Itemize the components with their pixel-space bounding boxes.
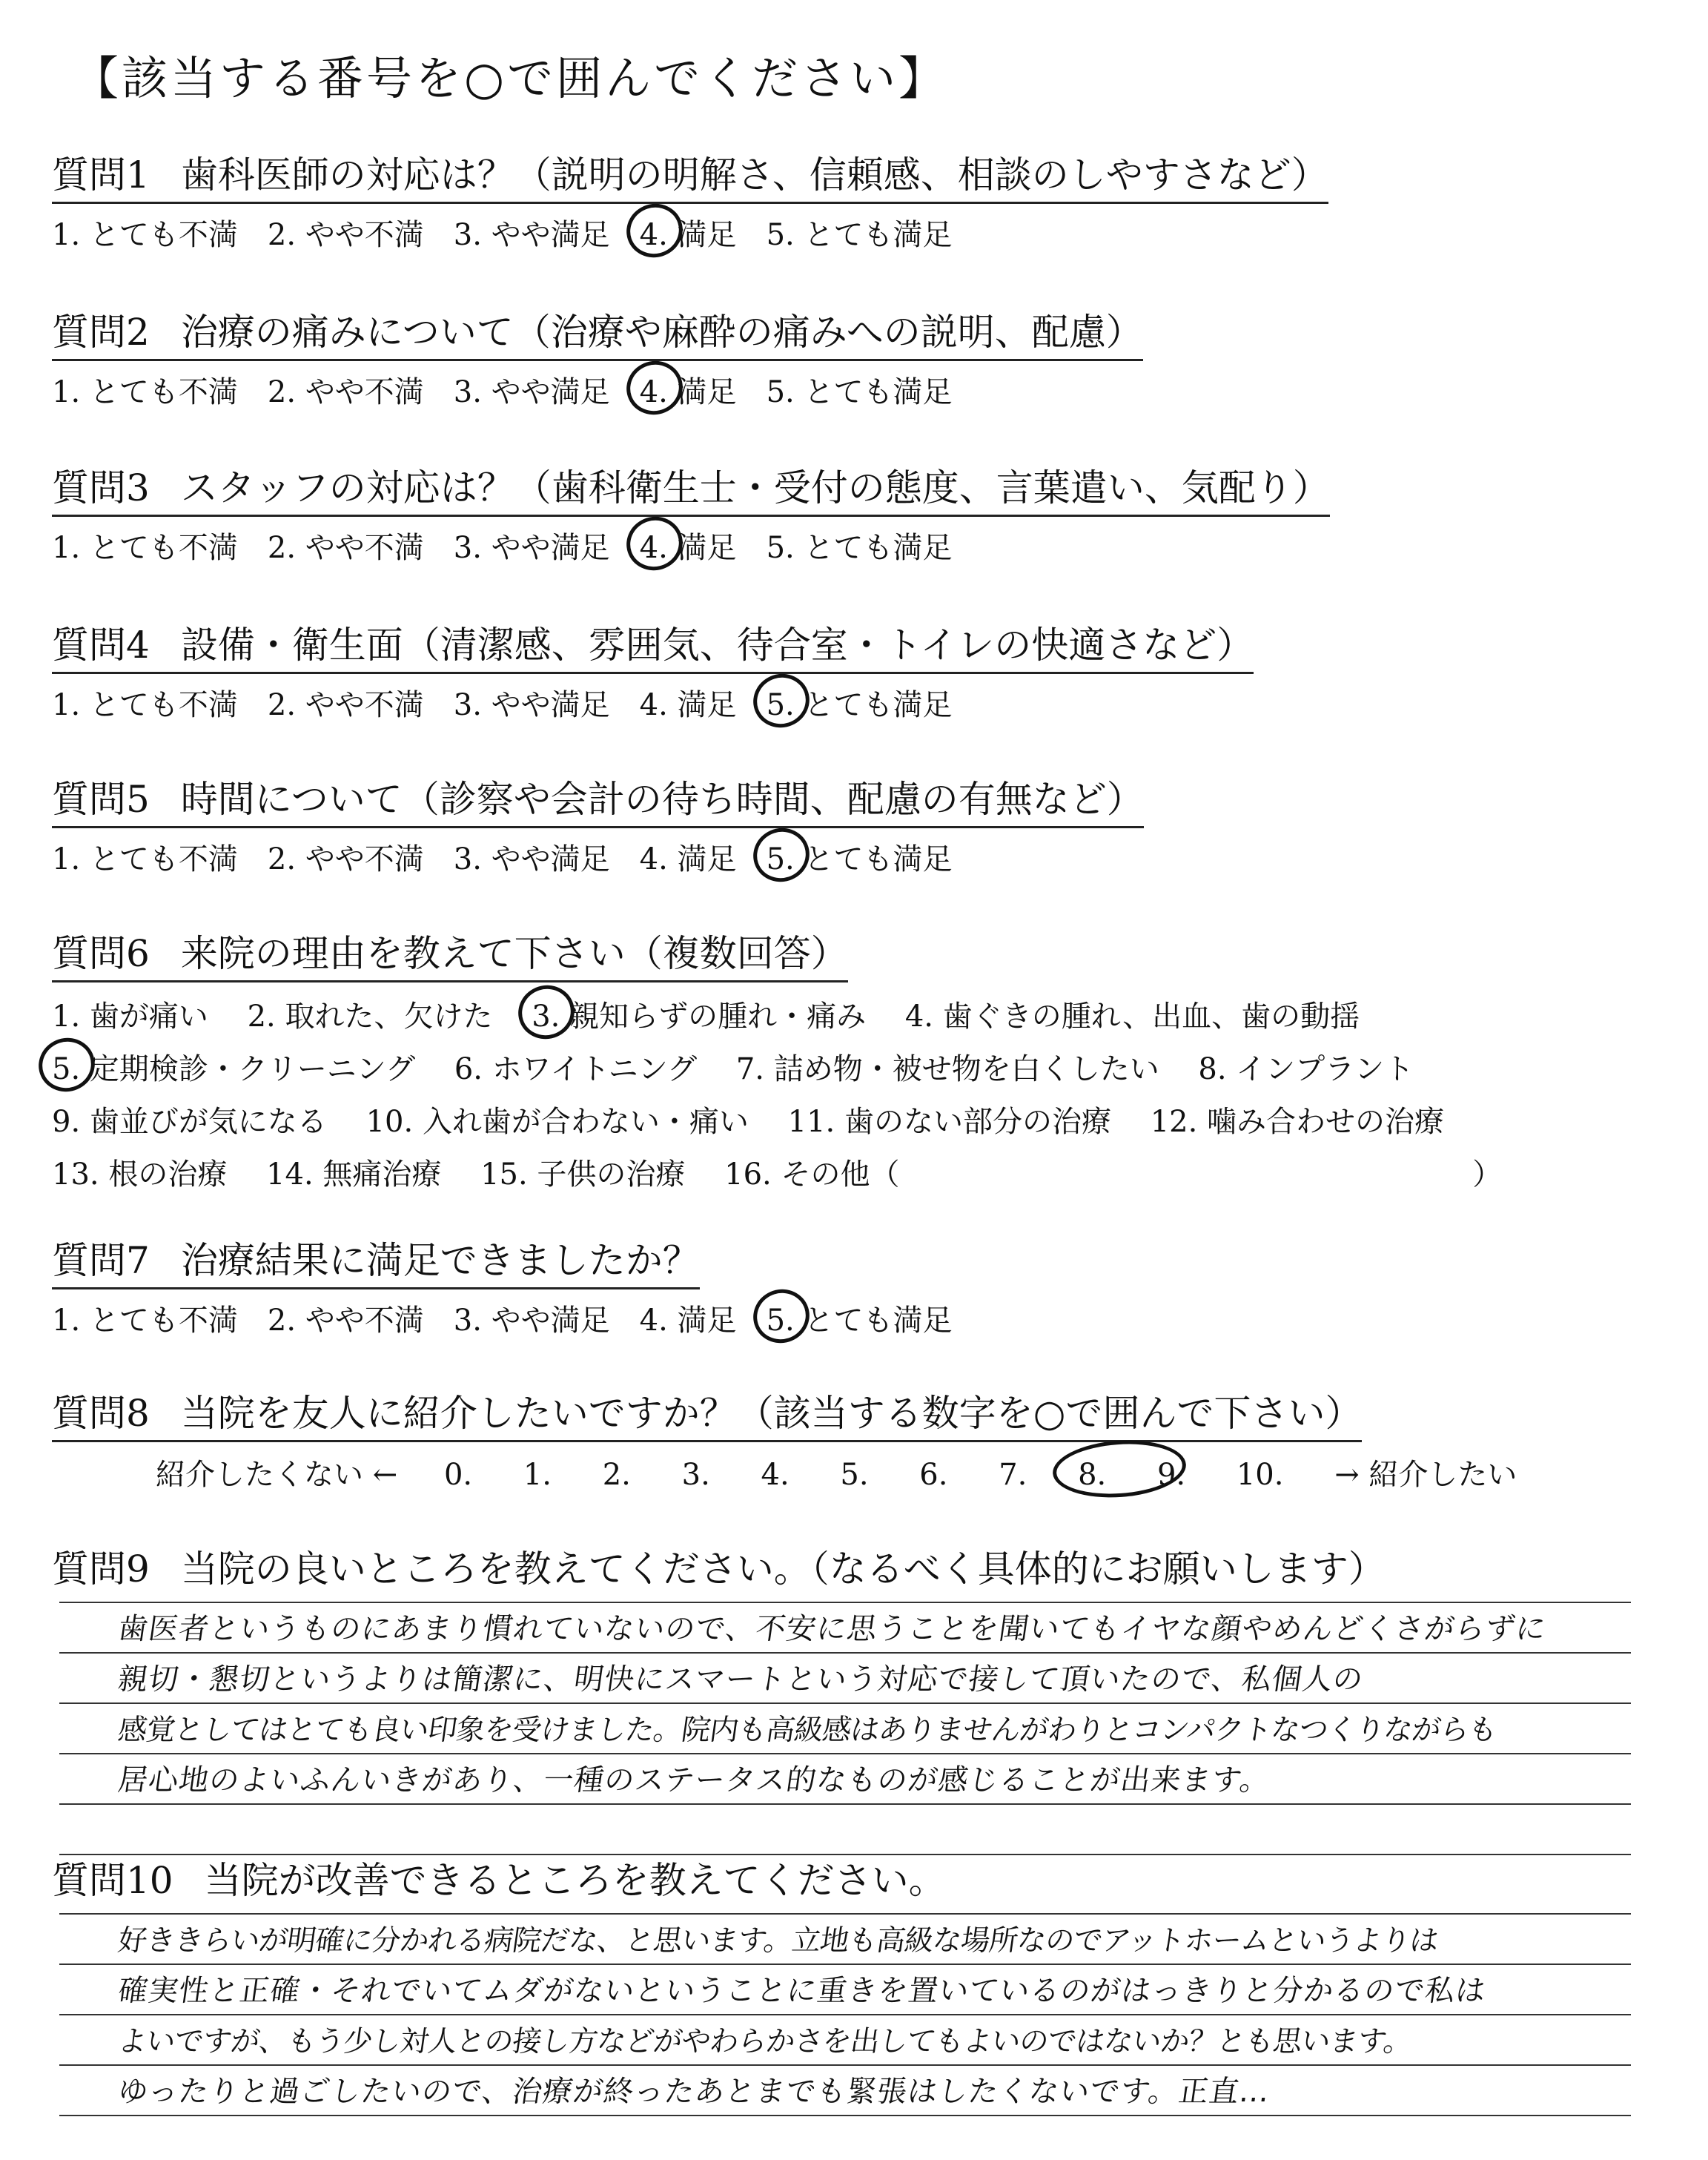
rating-option[interactable]: 2. やや不満: [267, 842, 424, 876]
question-number: 質問2: [52, 311, 150, 354]
reason-option[interactable]: 11. 歯のない部分の治療: [787, 1105, 1111, 1139]
rating-option-selected[interactable]: 4. 満足: [640, 369, 737, 411]
question-heading: [52, 145, 1328, 204]
question-text: スタッフの対応は？（歯科衛生士・受付の態度、言葉遣い、気配り）: [180, 466, 1330, 509]
handwritten-answer-line: 歯医者というものにあまり慣れていないので、不安に思うことを聞いてもイヤな顔やめんどくさがらずに: [116, 1612, 1549, 1646]
reason-line-4: [52, 1151, 1502, 1193]
rating-option[interactable]: 4. 満足: [639, 1304, 737, 1338]
reason-option-other[interactable]: 16. その他（: [724, 1157, 900, 1192]
rating-option-selected[interactable]: 4. 満足: [640, 524, 737, 567]
question-number: 質問9: [52, 1548, 150, 1591]
scale-option[interactable]: 3.: [681, 1458, 710, 1492]
question-text: 歯科医師の対応は？（説明の明解さ、信頼感、相談のしやすさなど）: [180, 153, 1328, 196]
question-8: [52, 1384, 1517, 1493]
rating-option-selected[interactable]: 5. とても満足: [767, 836, 953, 878]
scale-option-selected[interactable]: 7.: [999, 1458, 1027, 1492]
question-text: 当院を友人に紹介したいですか？（該当する数字を○で囲んで下さい）: [180, 1392, 1363, 1435]
rating-option[interactable]: 3. やや満足: [453, 1304, 610, 1338]
question-6: [52, 924, 1502, 1193]
rating-options: [52, 524, 1330, 567]
handwritten-answer-line: 感覚としてはとても良い印象を受けました。院内も高級感はありませんがわりとコンパクトなつくりながらも: [116, 1714, 1499, 1747]
question-1: [52, 145, 1328, 254]
reason-option-selected[interactable]: 3. 親知らずの腫れ・痛み: [532, 993, 866, 1035]
question-text: 時間について（診察や会計の待ち時間、配慮の有無など）: [180, 778, 1144, 821]
question-heading: [52, 770, 1144, 828]
question-heading: [52, 615, 1254, 674]
reason-line-3: [52, 1098, 1502, 1140]
scale-option[interactable]: 10.: [1236, 1458, 1284, 1492]
rating-options: [52, 1297, 982, 1339]
question-text: 来院の理由を教えて下さい（複数回答）: [180, 932, 848, 975]
question-3: [52, 458, 1330, 567]
rating-option[interactable]: 2. やや不満: [267, 218, 424, 252]
question-number: 質問5: [52, 778, 150, 821]
rating-option[interactable]: 3. やや満足: [453, 375, 610, 409]
reason-option[interactable]: 6. ホワイトニング: [454, 1052, 698, 1086]
question-heading: [52, 1231, 700, 1289]
question-5: [52, 770, 1144, 878]
reason-option[interactable]: 4. 歯ぐきの腫れ、出血、歯の動揺: [904, 1000, 1360, 1034]
question-10: [52, 1851, 946, 1904]
question-number: 質問8: [52, 1392, 150, 1435]
rating-option[interactable]: 3. やや満足: [453, 218, 610, 252]
rating-option[interactable]: 1. とても不満: [52, 531, 238, 565]
rating-options: [52, 369, 1143, 411]
reason-option[interactable]: 13. 根の治療: [52, 1157, 228, 1192]
question-heading: [52, 1384, 1362, 1442]
handwritten-answer-line: 居心地のよいふんいきがあり、一種のステータス的なものが感じることが出来ます。: [116, 1763, 1273, 1797]
reason-line-1: [52, 993, 1502, 1035]
question-heading: [52, 1539, 1386, 1593]
rating-options: [52, 836, 1144, 878]
handwritten-answer-line: ゆったりと過ごしたいので、治療が終ったあとまでも緊張はしたくないです。正直…: [116, 2075, 1273, 2109]
rating-options: [52, 681, 1254, 724]
handwritten-answer-line: 親切・懇切というよりは簡潔に、明快にスマートという対応で接して頂いたので、私個人の: [116, 1662, 1366, 1697]
reason-option-selected[interactable]: 5. 定期検診・クリーニング: [52, 1046, 415, 1088]
handwritten-answer-line: 好ききらいが明確に分かれる病院だな、と思います。立地も高級な場所なのでアットホームというよりは: [116, 1924, 1440, 1958]
reason-option[interactable]: 14. 無痛治療: [266, 1157, 442, 1192]
question-number: 質問3: [52, 466, 150, 509]
rating-option[interactable]: 1. とても不満: [52, 688, 238, 722]
recommend-scale: [156, 1451, 1517, 1493]
rating-option[interactable]: 2. やや不満: [267, 1304, 424, 1338]
page-title: 【該当する番号を○で囲んでください】: [73, 51, 948, 105]
question-text: 当院の良いところを教えてください。（なるべく具体的にお願いします）: [180, 1548, 1386, 1591]
question-number: 質問10: [52, 1859, 173, 1902]
scale-option[interactable]: 0.: [443, 1458, 473, 1492]
rating-option[interactable]: 1. とても不満: [52, 375, 238, 409]
scale-option-selected[interactable]: 8.: [1078, 1458, 1107, 1492]
rating-option[interactable]: 5. とても満足: [766, 531, 953, 565]
question-number: 質問4: [52, 624, 150, 667]
question-text: 治療結果に満足できましたか？: [180, 1239, 700, 1282]
question-heading: [52, 1851, 946, 1904]
question-4: [52, 615, 1254, 724]
rating-option-selected[interactable]: 5. とても満足: [767, 1297, 953, 1339]
scale-option[interactable]: 5.: [840, 1458, 869, 1492]
question-7: [52, 1231, 982, 1339]
handwritten-answer-line: 確実性と正確・それでいてムダがないということに重きを置いているのがはっきりと分かるので私は: [116, 1974, 1489, 2008]
scale-option[interactable]: 9.: [1156, 1458, 1186, 1492]
rating-option[interactable]: 2. やや不満: [267, 688, 424, 722]
reason-option[interactable]: 7. 詰め物・被せ物を白くしたい: [735, 1052, 1159, 1086]
question-number: 質問1: [52, 153, 150, 196]
rating-option[interactable]: 4. 満足: [639, 688, 737, 722]
rating-option-selected[interactable]: 5. とても満足: [767, 681, 953, 724]
rating-option[interactable]: 3. やや満足: [453, 531, 610, 565]
rating-option[interactable]: 2. やや不満: [267, 531, 424, 565]
rating-option[interactable]: 4. 満足: [639, 842, 737, 876]
rating-option[interactable]: 1. とても不満: [52, 842, 238, 876]
scale-option[interactable]: 1.: [523, 1458, 552, 1492]
question-number: 質問7: [52, 1239, 150, 1282]
rating-option[interactable]: 5. とても満足: [766, 218, 953, 252]
rating-option-selected[interactable]: 4. 満足: [640, 211, 737, 254]
rating-option[interactable]: 3. やや満足: [453, 688, 610, 722]
handwritten-answer-line: よいですが、もう少し対人との接し方などがやわらかさを出してもよいのではないか？とも思います。: [116, 2025, 1414, 2058]
question-2: [52, 303, 1143, 411]
rating-option[interactable]: 1. とても不満: [52, 218, 238, 252]
rating-option[interactable]: 3. やや満足: [453, 842, 610, 876]
reason-option[interactable]: 15. 子供の治療: [480, 1157, 686, 1192]
rating-option[interactable]: 2. やや不満: [267, 375, 424, 409]
question-9: [52, 1539, 1386, 1593]
question-text: 設備・衛生面（清潔感、雰囲気、待合室・トイレの快適さなど）: [180, 624, 1254, 667]
rating-option[interactable]: 5. とても満足: [766, 375, 953, 409]
reason-option[interactable]: 12. 噛み合わせの治療: [1150, 1105, 1445, 1139]
question-heading: [52, 458, 1330, 517]
question-text: 治療の痛みについて（治療や麻酔の痛みへの説明、配慮）: [180, 311, 1143, 354]
answer-box-improvements[interactable]: [59, 1913, 1631, 2116]
rating-options: [52, 211, 1328, 254]
scale-option[interactable]: 2.: [602, 1458, 631, 1492]
question-number: 質問6: [52, 932, 150, 975]
other-close-paren: ）: [1472, 1157, 1503, 1192]
reason-option[interactable]: 1. 歯が痛い: [52, 1000, 208, 1034]
scale-left-label: 紹介したくない ←: [156, 1458, 398, 1492]
scale-option[interactable]: 6.: [919, 1458, 948, 1492]
reason-line-2: [52, 1046, 1502, 1088]
rating-option[interactable]: 1. とても不満: [52, 1304, 238, 1338]
question-heading: [52, 924, 848, 982]
reason-option[interactable]: 10. 入れ歯が合わない・痛い: [365, 1105, 749, 1139]
question-heading: [52, 303, 1143, 361]
answer-box-good-points[interactable]: [59, 1602, 1631, 1855]
scale-option[interactable]: 4.: [761, 1458, 790, 1492]
scale-right-label: → 紹介したい: [1334, 1458, 1517, 1492]
reason-option[interactable]: 2. 取れた、欠けた: [247, 1000, 493, 1034]
reason-option[interactable]: 9. 歯並びが気になる: [52, 1105, 327, 1139]
question-text: 当院が改善できるところを教えてください。: [204, 1859, 946, 1902]
reason-option[interactable]: 8. インプラント: [1198, 1052, 1414, 1086]
